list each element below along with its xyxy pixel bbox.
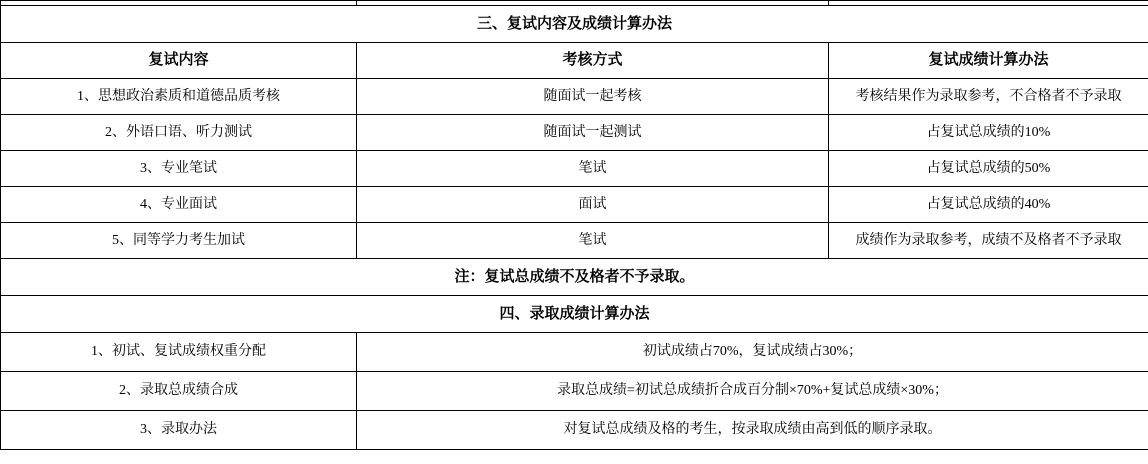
review-content-cell: 3、专业笔试 — [1, 151, 357, 187]
assessment-method-cell: 随面试一起考核 — [357, 79, 829, 115]
section4-title: 四、录取成绩计算办法 — [1, 296, 1148, 333]
admission-item-row-1 — [1, 333, 1148, 372]
admission-item-cell: 2、录取总成绩合成 — [1, 372, 357, 411]
score-calculation-cell: 占复试总成绩的10% — [829, 115, 1148, 151]
review-content-cell: 4、专业面试 — [1, 187, 357, 223]
score-calculation-cell: 占复试总成绩的50% — [829, 151, 1148, 187]
header-assessment-method: 考核方式 — [357, 43, 829, 79]
admission-item-cell: 3、录取办法 — [1, 411, 357, 450]
assessment-method-cell: 随面试一起测试 — [357, 115, 829, 151]
note-row — [1, 259, 1148, 296]
assessment-method-cell: 笔试 — [357, 151, 829, 187]
admission-detail-cell: 录取总成绩=初试总成绩折合成百分制×70%+复试总成绩×30%； — [357, 372, 1148, 411]
section3-title-row — [1, 6, 1148, 43]
review-content-cell: 2、外语口语、听力测试 — [1, 115, 357, 151]
assessment-method-cell: 面试 — [357, 187, 829, 223]
note-text: 注：复试总成绩不及格者不予录取。 — [1, 259, 1148, 296]
section4-title-row — [1, 296, 1148, 333]
review-item-row-5 — [1, 223, 1148, 259]
section3-title: 三、复试内容及成绩计算办法 — [1, 6, 1148, 43]
admission-detail-cell: 对复试总成绩及格的考生，按录取成绩由高到低的顺序录取。 — [357, 411, 1148, 450]
review-item-row-4 — [1, 187, 1148, 223]
review-item-row-2 — [1, 115, 1148, 151]
assessment-method-cell: 笔试 — [357, 223, 829, 259]
admission-item-cell: 1、初试、复试成绩权重分配 — [1, 333, 357, 372]
score-calculation-cell: 考核结果作为录取参考，不合格者不予录取 — [829, 79, 1148, 115]
header-review-content: 复试内容 — [1, 43, 357, 79]
score-calculation-cell: 占复试总成绩的40% — [829, 187, 1148, 223]
admission-detail-cell: 初试成绩占70%，复试成绩占30%； — [357, 333, 1148, 372]
admission-item-row-2 — [1, 372, 1148, 411]
review-item-row-1 — [1, 79, 1148, 115]
review-content-cell: 5、同等学力考生加试 — [1, 223, 357, 259]
review-content-cell: 1、思想政治素质和道德品质考核 — [1, 79, 357, 115]
column-header-row — [1, 43, 1148, 79]
admission-item-row-3 — [1, 411, 1148, 450]
header-score-calculation: 复试成绩计算办法 — [829, 43, 1148, 79]
score-calculation-cell: 成绩作为录取参考，成绩不及格者不予录取 — [829, 223, 1148, 259]
review-item-row-3 — [1, 151, 1148, 187]
